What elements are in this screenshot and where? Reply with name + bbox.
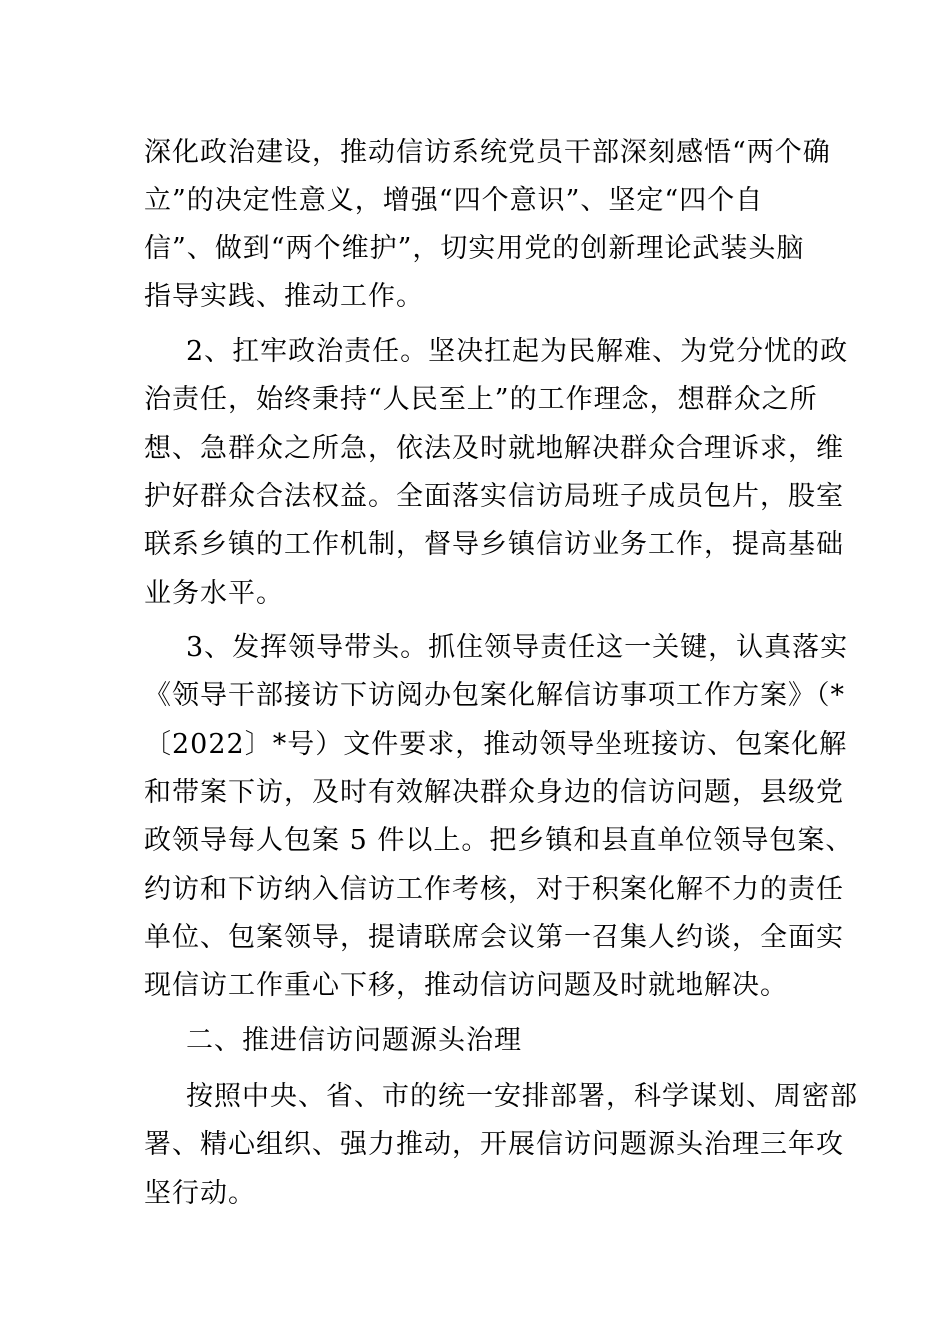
text-line: 治责任，始终秉持“人民至上”的工作理念，想群众之所	[144, 384, 818, 415]
text-line: 和带案下访，及时有效解决群众身边的信访问题，县级党	[144, 777, 844, 808]
text-line: 现信访工作重心下移，推动信访问题及时就地解决。	[144, 970, 788, 1001]
text-line: 坚行动。	[144, 1178, 256, 1209]
text-line: 约访和下访纳入信访工作考核，对于积案化解不力的责任	[144, 874, 844, 905]
text-line: 指导实践、推动工作。	[144, 281, 424, 312]
text-line: 护好群众合法权益。全面落实信访局班子成员包片，股室	[144, 481, 844, 512]
text-line: 信”、做到“两个维护”，切实用党的创新理论武装头脑	[144, 233, 805, 264]
text-line: 政领导每人包案 5 件以上。把乡镇和县直单位领导包案、	[144, 825, 854, 856]
text-line: 〔2022〕*号）文件要求，推动领导坐班接访、包案化解	[144, 729, 848, 760]
text-line: 想、急群众之所急，依法及时就地解决群众合理诉求，维	[144, 433, 844, 464]
text-line: 单位、包案领导，提请联席会议第一召集人约谈，全面实	[144, 922, 844, 953]
section-heading: 二、推进信访问题源头治理	[186, 1025, 522, 1056]
text-line: 《领导干部接访下访阅办包案化解信访事项工作方案》（*	[144, 680, 845, 711]
paragraph-2-start: 2、扛牢政治责任。坚决扛起为民解难、为党分忧的政	[186, 336, 849, 367]
paragraph-4-start: 按照中央、省、市的统一安排部署，科学谋划、周密部	[186, 1081, 858, 1112]
text-line: 联系乡镇的工作机制，督导乡镇信访业务工作，提高基础	[144, 529, 844, 560]
text-line: 业务水平。	[144, 578, 284, 609]
text-line: 深化政治建设，推动信访系统党员干部深刻感悟“两个确	[144, 137, 831, 168]
text-line: 立”的决定性意义，增强“四个意识”、坚定“四个自	[144, 185, 764, 216]
text-line: 署、精心组织、强力推动，开展信访问题源头治理三年攻	[144, 1129, 844, 1160]
paragraph-3-start: 3、发挥领导带头。抓住领导责任这一关键，认真落实	[186, 632, 849, 663]
